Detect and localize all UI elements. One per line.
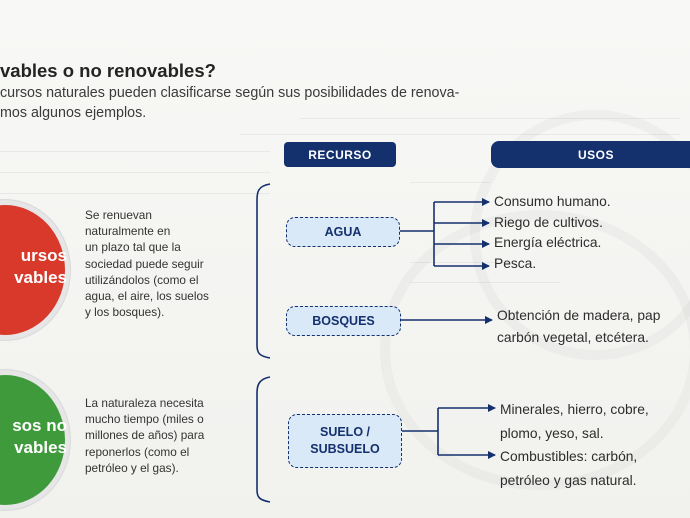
resource-name: AGUA — [324, 224, 362, 239]
non-renewable-bracket — [257, 377, 270, 502]
intro-line: cursos naturales pueden clasificarse según sus posibilidades de renova- — [0, 85, 460, 101]
resource-box-suelo-subsuelo — [288, 414, 402, 468]
renewable-circle — [0, 200, 70, 340]
circle-label-line: sos no — [12, 416, 67, 435]
bleed-through-line — [0, 172, 270, 173]
description-line: y los bosques). — [85, 305, 165, 320]
non-renewable-circle — [0, 370, 70, 510]
use-item: Minerales, hierro, cobre, — [500, 402, 649, 417]
suelo-uses-list — [500, 398, 649, 492]
resource-box-bosques — [286, 306, 401, 336]
description-line: millones de años) para — [85, 428, 205, 443]
description-line: utilizándolos (como el — [85, 272, 199, 287]
description-line: sociedad puede seguir — [85, 256, 204, 271]
description-line: agua, el aire, los suelos — [85, 289, 209, 304]
description-line: Se renuevan — [85, 208, 152, 222]
resource-box-agua — [286, 217, 400, 247]
description-line: reponerlos (como el — [85, 444, 190, 459]
use-item: carbón vegetal, etcétera. — [497, 329, 649, 345]
use-item: petróleo y gas natural. — [500, 472, 637, 488]
resource-name: SUELO / — [319, 425, 370, 439]
use-item: Energía eléctrica. — [494, 235, 602, 250]
description-line: mucho tiempo (miles o — [85, 412, 204, 427]
bosques-uses-list — [497, 305, 660, 348]
use-item: Consumo humano. — [494, 194, 611, 209]
renewable-description — [85, 207, 209, 320]
use-item: Pesca. — [494, 255, 537, 271]
description-line: petróleo y el gas). — [85, 460, 179, 475]
renewable-bracket — [257, 184, 270, 358]
description-line: un plazo tal que la — [85, 240, 181, 255]
use-item: plomo, yeso, sal. — [500, 425, 604, 441]
description-line: naturalmente en — [85, 224, 171, 239]
use-item: Combustibles: carbón, — [500, 449, 638, 464]
recurso-column-header: RECURSO — [284, 142, 396, 167]
agua-uses-list — [494, 192, 611, 274]
description-line: La naturaleza necesita — [85, 396, 204, 410]
circle-label-line: ursos — [20, 246, 67, 265]
resource-name: SUBSUELO — [310, 442, 380, 456]
circle-label-line: vables — [14, 438, 67, 457]
bleed-through-line — [0, 193, 270, 194]
bleed-through-line — [240, 134, 680, 135]
resource-name: BOSQUES — [312, 313, 375, 328]
bleed-through-line — [0, 151, 270, 152]
intro-paragraph — [0, 84, 459, 123]
circle-label-line: vables — [14, 268, 67, 287]
non-renewable-description — [85, 395, 204, 476]
bleed-through-line — [410, 282, 560, 283]
use-item: Obtención de madera, pap — [497, 308, 661, 323]
intro-line: mos algunos ejemplos. — [0, 104, 147, 121]
usos-column-header: USOS — [491, 141, 690, 168]
use-item: Riego de cultivos. — [494, 214, 603, 230]
page-heading: vables o no renovables? — [0, 60, 216, 81]
bleed-through-line — [410, 182, 490, 183]
